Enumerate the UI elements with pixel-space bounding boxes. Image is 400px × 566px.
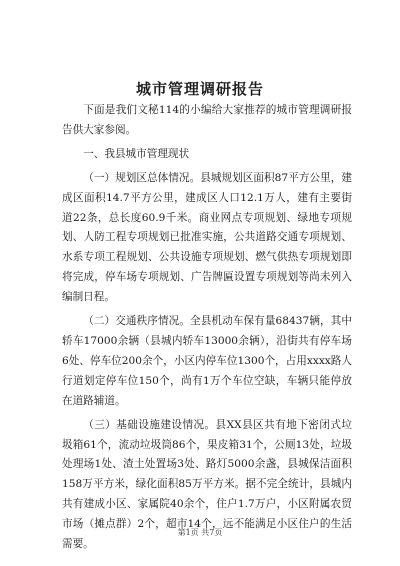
document-body [62,101,352,559]
page-footer: 第1页 共7页 [177,528,223,537]
intro-paragraph: 下面是我们文秘114的小编给大家推荐的城市管理调研报告供大家参阅。 [62,104,352,136]
section-heading: 一、我县城市管理现状 [83,147,190,160]
paragraph-planning: （一）规划区总体情况。县城规划区面积87平方公里，建成区面积14.7平方公里，建成区人口12.1万人，建有主要街道22条，总长度60.9千米。商业网点专项规划、绿地专项规划、人防工程专项规划已批准实施，公共道路交通专项规划、水系专项工程规划、公共设施专项规划、燃气供热专项规划即将完成，停车场专项规划、广告牌匾设置专项规划等尚未列入编制日程。 [62,171,352,304]
document-title: 城市管理调研报告 [135,80,264,98]
paragraph-infrastructure: （三）基础设施建设情况。县XX县区共有地下密闭式垃圾箱61个，流动垃圾筒86个，果皮箱31个，公厕13处，垃圾处理场1处、渣土处置场3处、路灯5000余盏，县城保洁面积158万平方米，绿化面积85万平方米。据不完全统计，县城内共有建成小区、家属院40余个，住户1.7万户，小区附属农贸市场（摊点群）2个，超市14个，远不能满足小区住户的生活需要。 [62,418,352,551]
paragraph-traffic: （二）交通秩序情况。全县机动车保有量68437辆，其中轿车17000余辆（县城内轿车13000余辆），沿街共有停车场6处、停车位200余个，小区内停车位1300个，占用xxxx路人行道划定停车位150个，尚有1万个车位空缺，车辆只能停放在道路辅道。 [62,315,352,407]
